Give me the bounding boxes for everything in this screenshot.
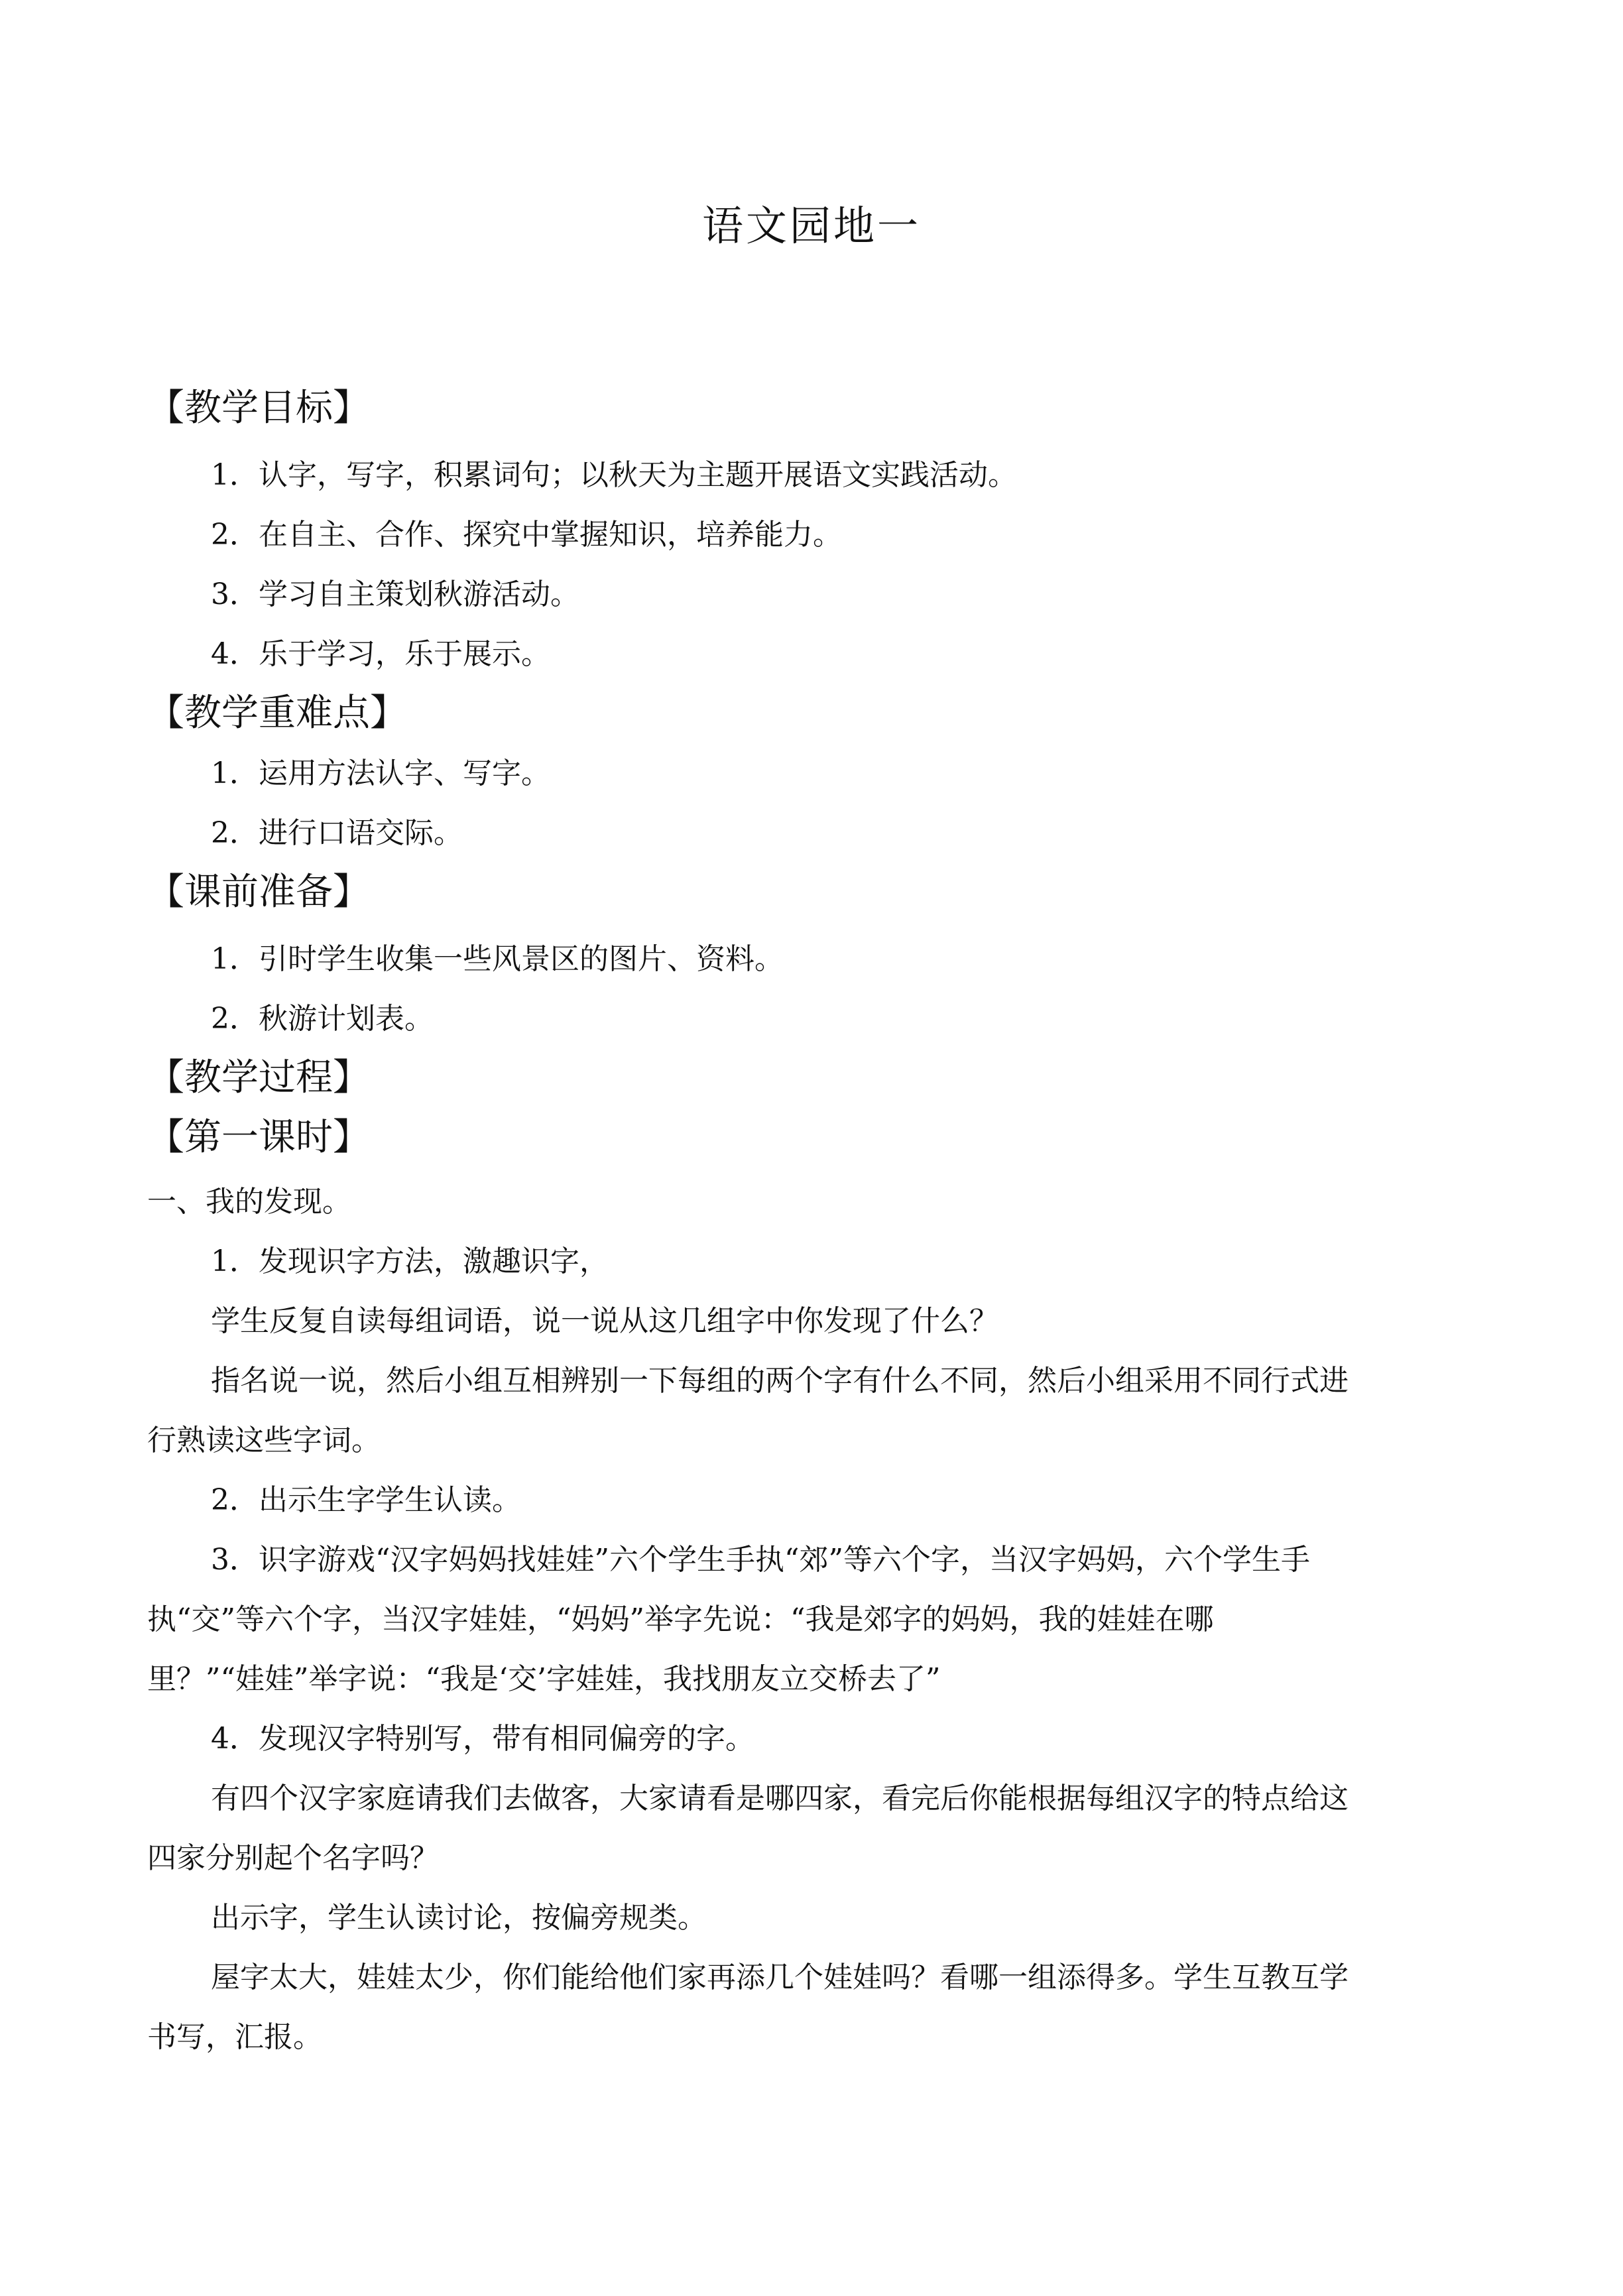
process-line: 里？”“娃娃”举字说：“我是‘交’字娃娃，我找朋友立交桥去了”: [147, 1662, 941, 1696]
process-line: 指名说一说，然后小组互相辨别一下每组的两个字有什么不同，然后小组采用不同行式进: [211, 1364, 1349, 1398]
preparation-item: 1．引时学生收集一些风景区的图片、资料。: [211, 942, 784, 976]
process-line: 2．出示生字学生认读。: [211, 1483, 521, 1517]
goals-heading: 【教学目标】: [147, 387, 370, 430]
preparation-heading: 【课前准备】: [147, 871, 370, 914]
process-heading: 【教学过程】: [147, 1056, 370, 1099]
process-line: 四家分别起个名字吗？: [147, 1841, 439, 1875]
process-line: 4．发现汉字特别写，带有相同偏旁的字。: [211, 1722, 754, 1756]
section-title: 一、我的发现。: [147, 1185, 351, 1219]
goal-item: 1．认字，写字，积累词句；以秋天为主题开展语文实践活动。: [211, 458, 1017, 492]
process-line: 3．识字游戏“汉字妈妈找娃娃”六个学生手执“郊”等六个字，当汉字妈妈，六个学生手: [211, 1543, 1310, 1577]
process-line: 1．发现识字方法，激趣识字，: [211, 1244, 609, 1278]
document-title: 语文园地一: [701, 202, 921, 250]
process-line: 书写，汇报。: [147, 2020, 322, 2054]
process-line: 执“交”等六个字，当汉字娃娃，“妈妈”举字先说：“我是郊字的妈妈，我的娃娃在哪: [147, 1602, 1214, 1636]
key-points-heading: 【教学重难点】: [147, 692, 407, 735]
goal-item: 4．乐于学习，乐于展示。: [211, 637, 550, 671]
key-point-item: 1．运用方法认字、写字。: [211, 756, 550, 790]
process-line: 学生反复自读每组词语，说一说从这几组字中你发现了什么？: [211, 1304, 998, 1338]
process-line: 屋字太大，娃娃太少，你们能给他们家再添几个娃娃吗？看哪一组添得多。学生互教互学: [211, 1961, 1349, 1994]
goal-item: 2．在自主、合作、探究中掌握知识，培养能力。: [211, 518, 842, 552]
process-line: 出示字，学生认读讨论，按偏旁规类。: [211, 1901, 707, 1935]
key-point-item: 2．进行口语交际。: [211, 816, 463, 850]
process-line: 行熟读这些字词。: [147, 1423, 381, 1457]
preparation-item: 2．秋游计划表。: [211, 1002, 434, 1036]
goal-item: 3．学习自主策划秋游活动。: [211, 577, 579, 611]
process-line: 有四个汉字家庭请我们去做客，大家请看是哪四家，看完后你能根据每组汉字的特点给这: [211, 1782, 1349, 1815]
lesson-heading: 【第一课时】: [147, 1116, 370, 1159]
